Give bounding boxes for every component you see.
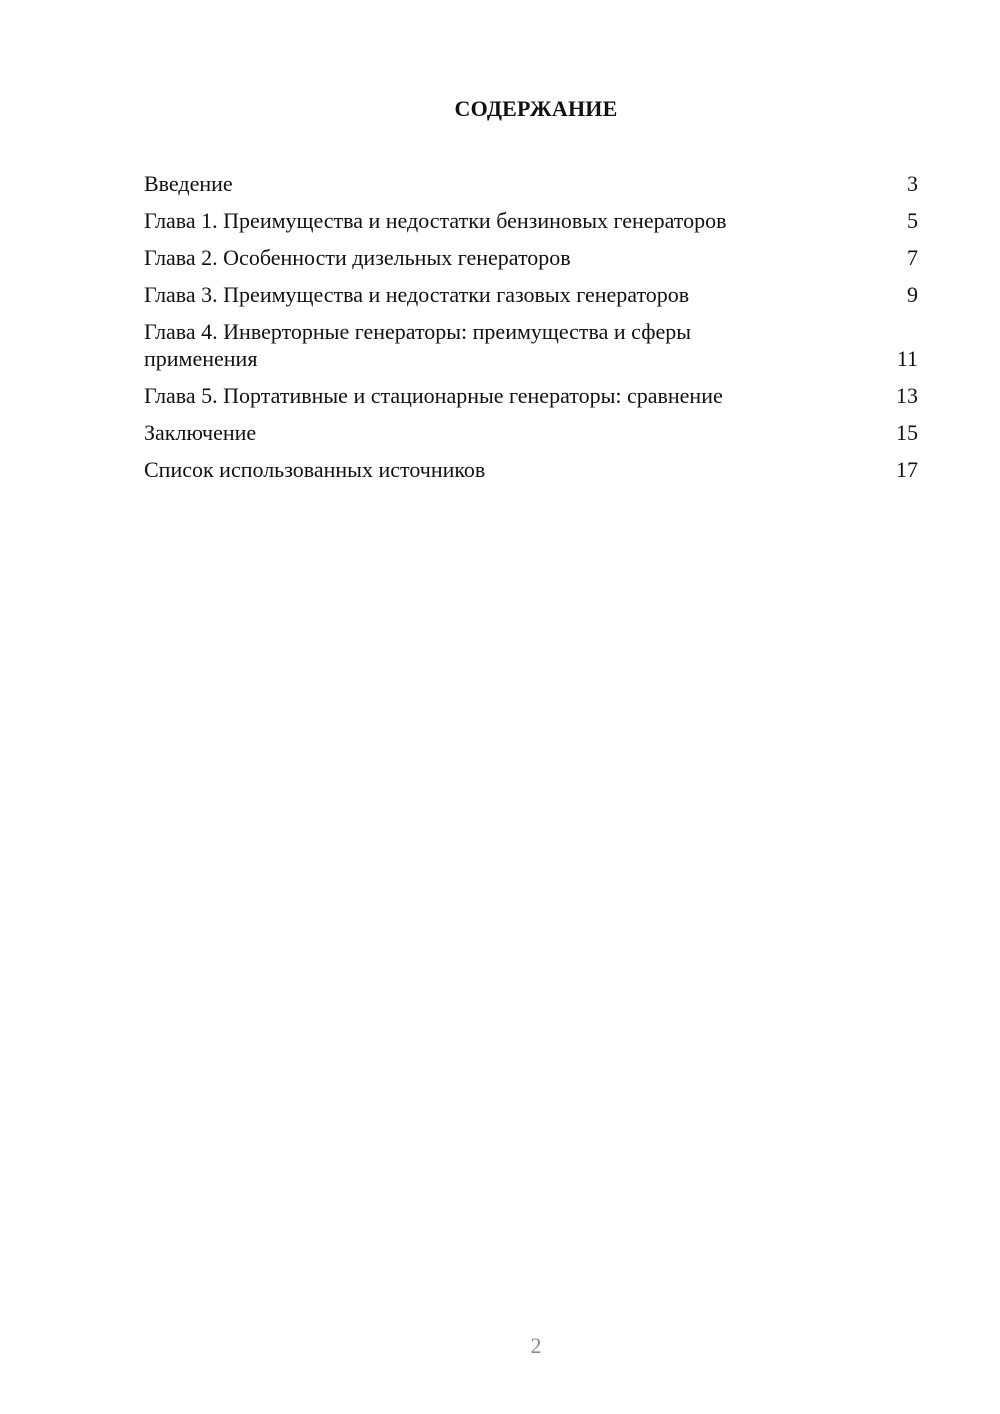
- toc-entry-label: Заключение: [144, 420, 257, 445]
- page-title: СОДЕРЖАНИЕ: [454, 96, 618, 121]
- toc-entry-page: 13: [896, 383, 918, 408]
- toc-entry-page: 11: [896, 346, 918, 371]
- toc-entry-page: 9: [907, 282, 918, 307]
- toc-entry-references[interactable]: [144, 456, 918, 483]
- page-number: 2: [530, 1333, 542, 1358]
- toc-entry-label: Введение: [144, 171, 233, 196]
- toc-entry-chapter-4[interactable]: [144, 318, 918, 372]
- toc-entry-label: Список использованных источников: [144, 457, 486, 482]
- toc-entry-label: Глава 2. Особенности дизельных генераторов: [144, 245, 571, 270]
- toc-entry-chapter-3[interactable]: [144, 281, 918, 308]
- toc-entry-label: Глава 5. Портативные и стационарные генераторы: сравнение: [144, 383, 723, 408]
- toc-entry-introduction[interactable]: [144, 170, 918, 197]
- toc-entry-conclusion[interactable]: [144, 419, 918, 446]
- toc-entry-page: 15: [896, 420, 918, 445]
- toc-entry-page: 7: [907, 245, 918, 270]
- toc-entry-chapter-1[interactable]: [144, 207, 918, 234]
- toc-entry-label: Глава 1. Преимущества и недостатки бензиновых генераторов: [144, 208, 727, 233]
- toc-entry-label: Глава 4. Инверторные генераторы: преимущества и сферы применения: [144, 319, 691, 371]
- toc-entry-page: 3: [907, 171, 918, 196]
- toc-entry-page: 17: [896, 457, 918, 482]
- table-of-contents: [144, 170, 918, 493]
- toc-entry-chapter-2[interactable]: [144, 244, 918, 271]
- toc-entry-chapter-5[interactable]: [144, 382, 918, 409]
- toc-entry-label: Глава 3. Преимущества и недостатки газовых генераторов: [144, 282, 690, 307]
- toc-entry-page: 5: [907, 208, 918, 233]
